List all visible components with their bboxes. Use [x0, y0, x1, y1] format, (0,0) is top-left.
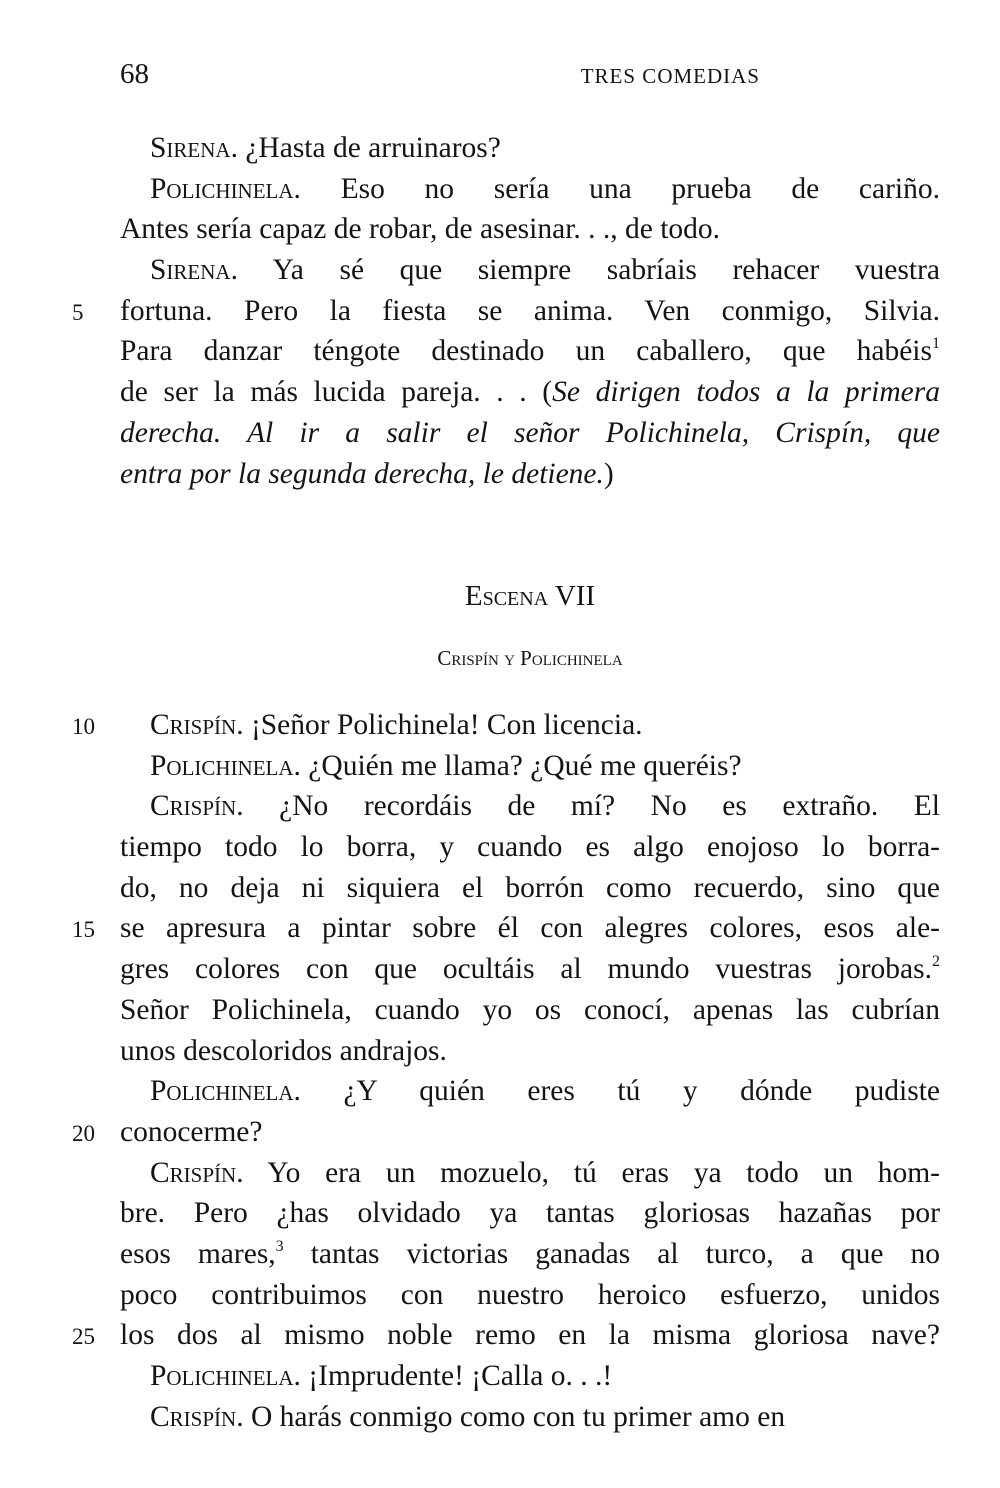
line-text: ¡Señor Polichinela! Con licencia. — [243, 709, 643, 741]
line-text: Yo era un mozuelo, tú eras ya todo un hom- — [243, 1156, 940, 1189]
speaker-name: Sirena. — [150, 132, 238, 164]
running-title: TRES COMEDIAS — [580, 64, 760, 88]
line-text: tiempo todo lo borra, y cuando es algo enojoso lo borra- — [120, 831, 940, 864]
scene-characters-text: Crispín y Polichinela — [437, 646, 623, 670]
footnote-marker: 3 — [275, 1237, 284, 1255]
line-text: conocerme? — [120, 1115, 263, 1148]
dialogue-block-scene-vii — [72, 705, 940, 1437]
line-text: Señor Polichinela, cuando yo os conocí, apenas las cubrían — [120, 993, 940, 1026]
line-content — [120, 458, 614, 490]
scene-heading — [120, 580, 940, 613]
line-text: Antes sería capaz de robar, de asesinar. . ., de todo. — [120, 213, 721, 246]
line-content — [120, 1319, 940, 1351]
line-text: se apresura a pintar sobre él con alegres colores, esos ale- — [120, 912, 940, 945]
line-text: do, no deja ni siquiera el borrón como recuerdo, sino que — [120, 871, 940, 904]
line-text: ¿No recordáis de mí? No es extraño. El — [243, 790, 940, 823]
line-content — [120, 1116, 263, 1148]
line-content — [150, 709, 643, 741]
text-line — [120, 827, 940, 868]
text-line — [120, 1275, 940, 1316]
stage-direction: Se dirigen todos a la primera — [552, 376, 940, 409]
line-number: 20 — [72, 1120, 95, 1146]
text-line — [120, 128, 940, 169]
line-text-continued: ) — [603, 457, 614, 490]
footnote-marker: 2 — [932, 953, 940, 971]
line-number: 25 — [72, 1324, 95, 1350]
speaker-name: Polichinela. — [150, 749, 301, 782]
line-text: ¿Hasta de arruinaros? — [237, 132, 501, 164]
text-line — [120, 990, 940, 1031]
speaker-name: Polichinela. — [150, 1075, 301, 1108]
line-text: unos descoloridos andrajos. — [120, 1034, 447, 1067]
text-line — [120, 746, 940, 787]
text-line — [120, 949, 940, 990]
speaker-name: Polichinela. — [150, 1360, 301, 1392]
line-text: Ya sé que siempre sabríais rehacer vuestra — [237, 254, 940, 287]
line-text: O harás conmigo como con tu primer amo en — [243, 1400, 786, 1433]
line-content — [120, 1035, 447, 1067]
text-line — [120, 868, 940, 909]
text-line — [120, 1031, 940, 1072]
scene-title: Escena VII — [464, 580, 596, 612]
line-content — [150, 1360, 612, 1392]
line-number: 15 — [72, 917, 95, 943]
line-text: bre. Pero ¿has olvidado ya tantas gloriosas hazañas por — [120, 1197, 940, 1230]
line-content — [150, 1157, 940, 1189]
line-content — [120, 213, 720, 245]
line-content — [120, 831, 940, 863]
line-content — [150, 132, 501, 164]
line-content — [150, 254, 940, 286]
line-content — [150, 750, 742, 782]
line-number: 10 — [72, 714, 95, 739]
line-content — [150, 1401, 785, 1433]
line-content — [120, 994, 940, 1026]
stage-direction: entra por la segunda derecha, le detiene. — [120, 457, 604, 490]
line-text-continued: tantas victorias ganadas al turco, a que no — [283, 1237, 940, 1270]
speaker-name: Crispín. — [150, 709, 244, 741]
line-text: fortuna. Pero la fiesta se anima. Ven conmigo, Silvia. — [120, 294, 940, 327]
line-text: los dos al mismo noble remo en la misma gloriosa nave? — [120, 1319, 940, 1352]
text-line — [72, 1315, 940, 1356]
text-line — [120, 169, 940, 210]
line-content — [120, 335, 940, 367]
scene-characters — [120, 646, 940, 671]
line-text: poco contribuimos con nuestro heroico esfuerzo, unidos — [120, 1278, 940, 1311]
text-line — [120, 413, 940, 454]
text-line — [72, 705, 940, 746]
line-text: Para danzar téngote destinado un caballero, que habéis — [120, 335, 932, 368]
line-text: ¿Quién me llama? ¿Qué me queréis? — [300, 749, 742, 782]
text-line — [120, 1397, 940, 1438]
line-text: ¡Imprudente! ¡Calla o. . .! — [300, 1360, 613, 1392]
line-content — [120, 1279, 940, 1311]
text-line — [72, 908, 940, 949]
line-content — [120, 872, 940, 904]
text-line — [120, 786, 940, 827]
text-line — [120, 209, 940, 250]
text-line — [120, 1153, 940, 1194]
speaker-name: Crispín. — [150, 790, 244, 823]
text-line — [120, 1071, 940, 1112]
line-content — [120, 1197, 940, 1229]
line-content — [120, 953, 940, 985]
line-text: ¿Y quién eres tú y dónde pudiste — [300, 1075, 940, 1108]
text-line — [120, 1193, 940, 1234]
line-text: gres colores con que ocultáis al mundo vuestras jorobas. — [120, 953, 932, 986]
text-line — [72, 291, 940, 332]
line-content — [120, 376, 940, 408]
text-line — [120, 454, 940, 495]
line-content — [120, 1238, 940, 1270]
speaker-name: Sirena. — [150, 254, 238, 287]
line-text: de ser la más lucida pareja. . . ( — [120, 376, 553, 409]
dialogue-block-scene-vi — [72, 128, 940, 494]
page-number: 68 — [120, 58, 149, 90]
text-line — [120, 331, 940, 372]
line-content — [150, 790, 940, 822]
line-content — [120, 295, 940, 327]
line-content — [120, 417, 940, 449]
text-line — [72, 1112, 940, 1153]
line-text: esos mares, — [120, 1237, 276, 1270]
line-content — [120, 912, 940, 944]
speaker-name: Crispín. — [150, 1400, 244, 1433]
page-header — [120, 58, 940, 98]
text-line — [120, 250, 940, 291]
text-line — [120, 1234, 940, 1275]
line-content — [150, 1075, 940, 1107]
line-text: Eso no sería una prueba de cariño. — [300, 172, 940, 205]
speaker-name: Polichinela. — [150, 172, 301, 205]
stage-direction: derecha. Al ir a salir el señor Polichinela, Crispín, que — [120, 416, 940, 449]
line-number: 5 — [72, 299, 84, 325]
text-line — [120, 1356, 940, 1397]
footnote-marker: 1 — [932, 335, 940, 353]
speaker-name: Crispín. — [150, 1156, 244, 1189]
line-content — [150, 173, 940, 205]
text-line — [120, 372, 940, 413]
